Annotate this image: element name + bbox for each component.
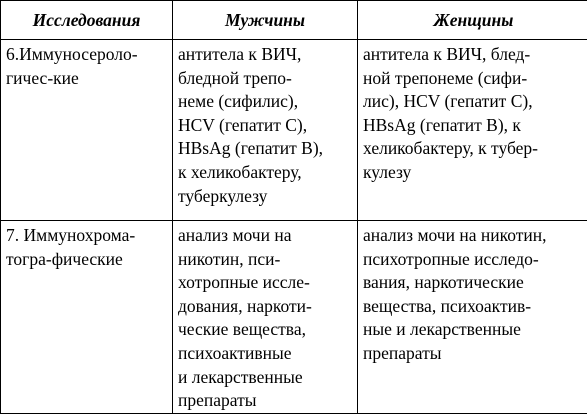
cell-line: неме (сифилис), bbox=[178, 90, 353, 114]
cell-line: вания, наркотические bbox=[363, 271, 585, 295]
cell-study bbox=[1, 221, 173, 414]
cell-line: анализ мочи на никотин, bbox=[363, 224, 585, 248]
cell-line: HBsAg (гепатит В), к bbox=[363, 114, 585, 138]
cell-line: психотропные исследо- bbox=[363, 248, 585, 272]
cell-line: ной трепонеме (сифи- bbox=[363, 67, 585, 91]
cell-line: гичес-кие bbox=[6, 67, 168, 91]
table-row bbox=[1, 40, 587, 221]
cell-women bbox=[358, 40, 587, 221]
cell-line: вещества, психоактив- bbox=[363, 295, 585, 319]
cell-men bbox=[173, 40, 358, 221]
cell-line: лис), HCV (гепатит С), bbox=[363, 90, 585, 114]
cell-women bbox=[358, 221, 587, 414]
cell-line: анализ мочи на bbox=[178, 224, 353, 248]
cell-line: ные и лекарственные bbox=[363, 318, 585, 342]
table-row bbox=[1, 221, 587, 414]
cell-line: туберкулезу bbox=[178, 185, 353, 209]
cell-line: кулезу bbox=[363, 161, 585, 185]
table-header-row bbox=[1, 1, 587, 40]
cell-study bbox=[1, 40, 173, 221]
cell-line: к хеликобактеру, bbox=[178, 161, 353, 185]
cell-line: препараты bbox=[178, 389, 353, 413]
cell-line: дования, наркоти- bbox=[178, 295, 353, 319]
cell-line: психоактивные bbox=[178, 342, 353, 366]
cell-line: хотропные иссле- bbox=[178, 271, 353, 295]
header-women: Женщины bbox=[358, 1, 587, 40]
cell-men bbox=[173, 221, 358, 414]
cell-line: HCV (гепатит С), bbox=[178, 114, 353, 138]
cell-line: тогра-фические bbox=[6, 248, 168, 272]
header-studies: Исследования bbox=[1, 1, 173, 40]
cell-line: и лекарственные bbox=[178, 366, 353, 390]
cell-line: антитела к ВИЧ, bbox=[178, 43, 353, 67]
cell-line: хеликобактеру, к тубер- bbox=[363, 137, 585, 161]
cell-line: антитела к ВИЧ, блед- bbox=[363, 43, 585, 67]
cell-line: HBsAg (гепатит В), bbox=[178, 137, 353, 161]
cell-line: препараты bbox=[363, 342, 585, 366]
cell-line: никотин, пси- bbox=[178, 248, 353, 272]
cell-line: бледной трепо- bbox=[178, 67, 353, 91]
cell-line: ческие вещества, bbox=[178, 318, 353, 342]
header-men: Мужчины bbox=[173, 1, 358, 40]
cell-line: 7. Иммунохрома- bbox=[6, 224, 168, 248]
cell-line: 6.Иммуносероло- bbox=[6, 43, 168, 67]
